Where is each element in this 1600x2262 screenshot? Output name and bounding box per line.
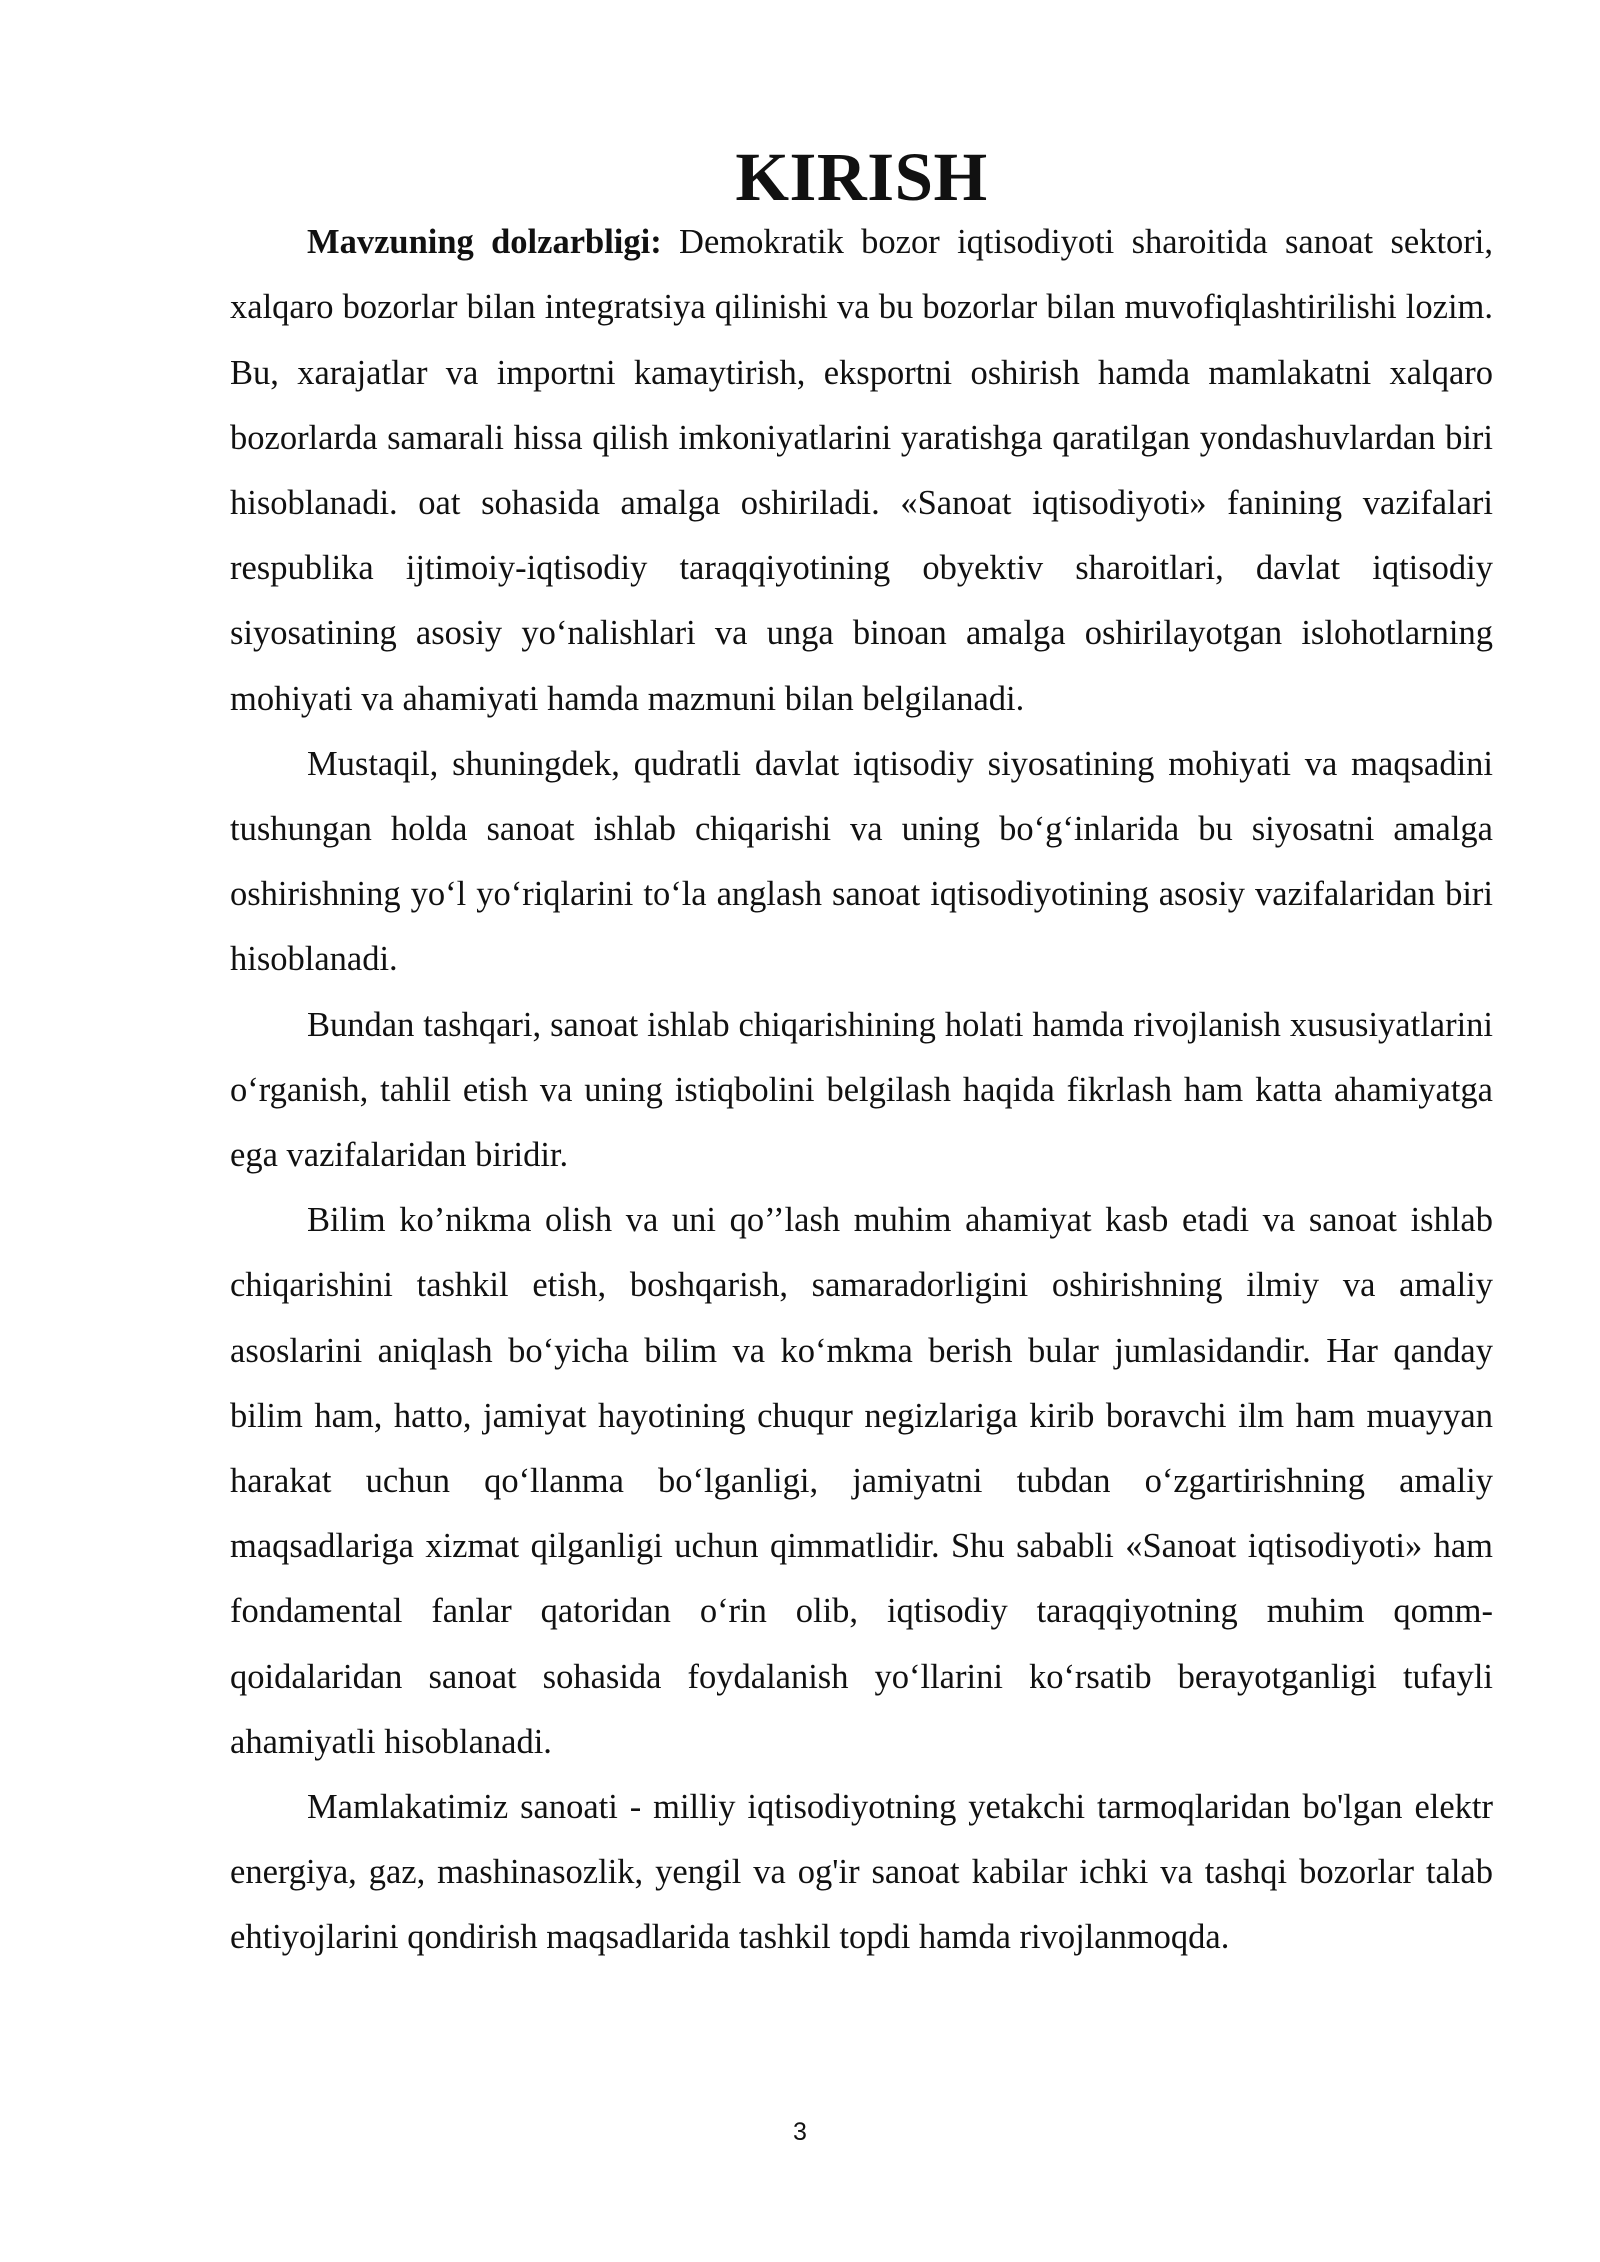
- paragraph: Bilim ko’nikma olish va uni qo’’lash muhim ahamiyat kasb etadi va sanoat ishlab chiqarishini tashkil etish, boshqarish, samaradorligini oshirishning ilmiy va amaliy asoslarini aniqlash bo‘yicha bilim va ko‘mkma berish bular jumlasidandir. Har qanday bilim ham, hatto, jamiyat hayotining chuqur negizlariga kirib boravchi ilm ham muayyan harakat uchun qo‘llanma bo‘lganligi, jamiyatni tubdan o‘zgartirishning amaliy maqsadlariga xizmat qilganligi uchun qimmatlidir. Shu sababli «Sanoat iqtisodiyoti» ham fondamental fanlar qatoridan o‘rin olib, iqtisodiy taraqqiyotning muhim qomm-qoidalaridan sanoat sohasida foydalanish yo‘llarini ko‘rsatib berayotganligi tufayli ahamiyatli hisoblanadi.: [230, 1201, 1493, 1761]
- page-number: 3: [793, 2118, 807, 2146]
- document-page: [230, 139, 1493, 1971]
- section-title: KIRISH: [735, 139, 988, 215]
- paragraph-relevance: [230, 210, 1493, 732]
- paragraph-text: Demokratik bozor iqtisodiyoti sharoitida sanoat sektori, xalqaro bozorlar bilan integratsiya qilinishi va bu bozorlar bilan muvofiqlashtirilishi lozim. Bu, xarajatlar va importni kamaytirish, eksportni oshirish hamda mamlakatni xalqaro bozorlarda samarali hissa qilish imkoniyatlarini yaratishga qaratilgan yondashuvlardan biri hisoblanadi. oat sohasida amalga oshiriladi. «Sanoat iqtisodiyoti» fanining vazifalari respublika ijtimoiy-iqtisodiy taraqqiyotining obyektiv sharoitlari, davlat iqtisodiy siyosatining asosiy yo‘nalishlari va unga binoan amalga oshirilayotgan islohotlarning mohiyati va ahamiyati hamda mazmuni bilan belgilanadi.: [230, 223, 1493, 718]
- paragraph-lead: Mavzuning dolzarbligi:: [307, 223, 662, 262]
- paragraph: Bundan tashqari, sanoat ishlab chiqarishining holati hamda rivojlanish xususiyatlarini o‘rganish, tahlil etish va uning istiqbolini belgilash haqida fikrlash ham katta ahamiyatga ega vazifalaridan biridir.: [230, 1005, 1493, 1175]
- paragraph: Mamlakatimiz sanoati - milliy iqtisodiyotning yetakchi tarmoqlaridan bo'lgan elektr energiya, gaz, mashinasozlik, yengil va og'ir sanoat kabilar ichki va tashqi bozorlar talab ehtiyojlarini qondirish maqsadlarida tashkil topdi hamda rivojlanmoqda.: [230, 1788, 1493, 1957]
- paragraph: Mustaqil, shuningdek, qudratli davlat iqtisodiy siyosatining mohiyati va maqsadini tushungan holda sanoat ishlab chiqarishi va uning bo‘g‘inlarida bu siyosatni amalga oshirishning yo‘l yo‘riqlarini to‘la anglash sanoat iqtisodiyotining asosiy vazifalaridan biri hisoblanadi.: [230, 744, 1493, 979]
